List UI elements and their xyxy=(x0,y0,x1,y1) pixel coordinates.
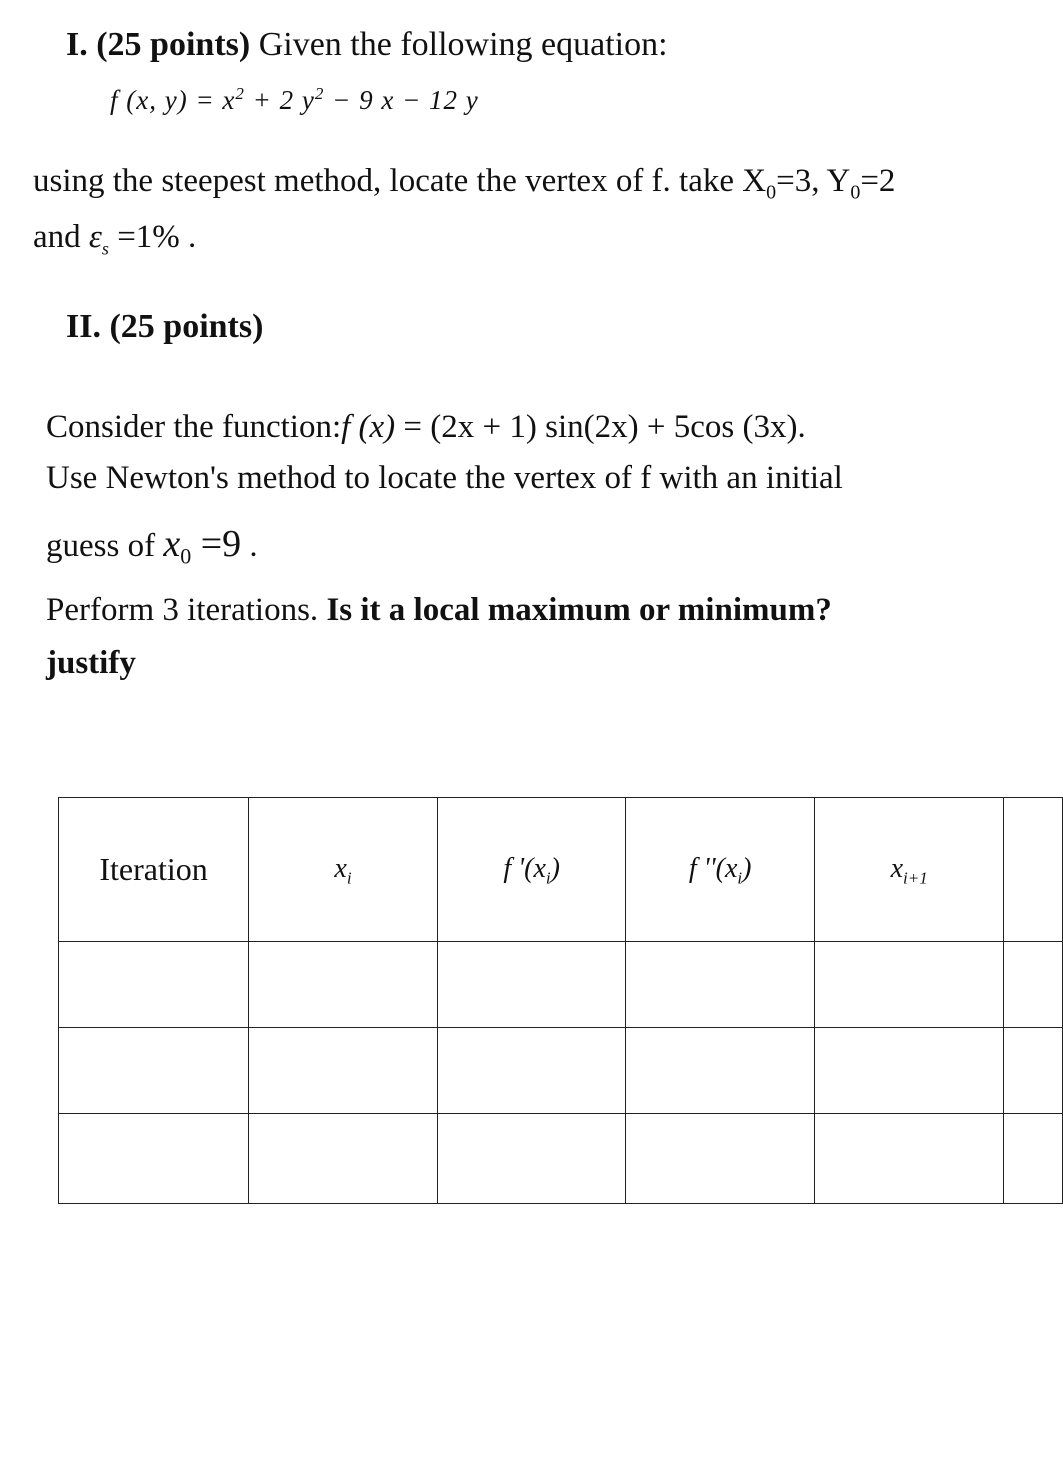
table-cell[interactable] xyxy=(437,1114,625,1204)
problem2-heading: II. (25 points) xyxy=(66,308,264,345)
table-cell[interactable] xyxy=(59,1114,249,1204)
problem2-line3: guess of $x_0 =9$ . xyxy=(46,523,258,569)
header-f-prime: f '$(x_i)$ xyxy=(437,798,625,942)
table-cell[interactable] xyxy=(59,1028,249,1114)
table-cell[interactable] xyxy=(1004,942,1063,1028)
problem1-heading xyxy=(66,26,668,64)
iteration-table xyxy=(58,797,1063,1204)
table-cell[interactable] xyxy=(626,1114,815,1204)
table-cell[interactable] xyxy=(1004,1028,1063,1114)
problem1-text-line2: and $\varepsilon_s =1\%$ . xyxy=(33,219,197,259)
problem2-line4: Perform 3 iterations. Is it a local maximum or minimum? xyxy=(46,592,832,628)
table-cell[interactable] xyxy=(437,1028,625,1114)
header-x-next: $x_{i+1}$ xyxy=(815,798,1004,942)
table-cell[interactable] xyxy=(626,1028,815,1114)
header-xi: $x_i$ xyxy=(249,798,438,942)
table-cell[interactable] xyxy=(626,942,815,1028)
header-f-double-prime: f ''$(x_i)$ xyxy=(626,798,815,942)
problem1-text-line1: using the steepest method, locate the vertex of f. take $X_0=3$, $Y_0=2$ xyxy=(33,163,896,204)
problem2-line1: Consider the function:f (x) = (2x + 1) sin(2x) + 5cos (3x). xyxy=(46,409,806,445)
epsilon-symbol: ε xyxy=(88,219,102,255)
table-cell[interactable] xyxy=(437,942,625,1028)
table-row xyxy=(59,942,1063,1028)
table-cell[interactable] xyxy=(815,1028,1004,1114)
table-row xyxy=(59,1114,1063,1204)
header-iteration: Iteration xyxy=(59,798,249,942)
table-cell[interactable] xyxy=(59,942,249,1028)
table-cell[interactable] xyxy=(1004,1114,1063,1204)
table-row xyxy=(59,1028,1063,1114)
problem1-equation: f (x, $y) = x^2 + 2$ $y^2 - 9$ x − 12 y xyxy=(110,84,479,115)
table-cell[interactable] xyxy=(249,942,438,1028)
problem2-line2: Use Newton's method to locate the vertex of f with an initial xyxy=(46,460,843,496)
table-header-row xyxy=(59,798,1063,942)
header-extra xyxy=(1004,798,1063,942)
table-cell[interactable] xyxy=(815,1114,1004,1204)
table-cell[interactable] xyxy=(815,942,1004,1028)
problem2-line5: justify xyxy=(46,645,136,681)
table-cell[interactable] xyxy=(249,1114,438,1204)
table-cell[interactable] xyxy=(249,1028,438,1114)
problem1-intro: Given the following equation: xyxy=(258,26,668,63)
problem1-label: I. (25 points) xyxy=(66,26,251,63)
